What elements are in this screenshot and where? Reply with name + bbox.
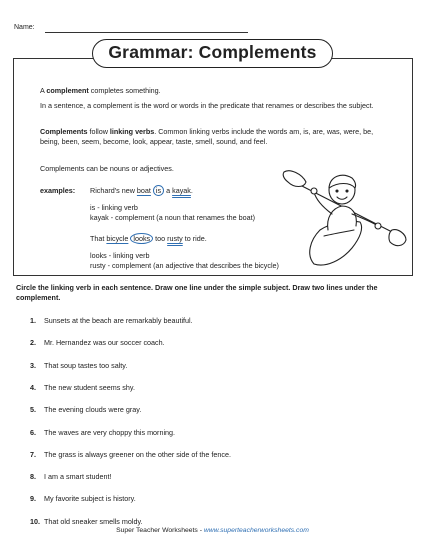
- term-complement: complement: [46, 86, 89, 95]
- exercise-number: 7.: [30, 449, 36, 459]
- exercise-number: 10.: [30, 516, 40, 526]
- term-complements: Complements: [40, 127, 88, 136]
- footer-url[interactable]: www.superteacherworksheets.com: [203, 527, 309, 534]
- term-linking-verbs: linking verbs: [109, 127, 155, 136]
- exercise-sentence[interactable]: I am a smart student!: [44, 472, 112, 482]
- footer-site: Super Teacher Worksheets -: [116, 527, 204, 534]
- name-label: Name:: [14, 24, 35, 31]
- exercise-number: 3.: [30, 360, 36, 370]
- exercise-sentence[interactable]: That old sneaker smells moldy.: [44, 516, 143, 526]
- page-title: Grammar: Complements: [92, 39, 333, 68]
- exercise-number: 4.: [30, 382, 36, 392]
- example-2-subject: bicycle: [106, 234, 129, 243]
- paddle-blade-left: [283, 171, 306, 187]
- example-2-sentence: That bicycle looks too rusty to ride.: [90, 234, 207, 243]
- exercise-number: 2.: [30, 338, 36, 348]
- exercise-number: 5.: [30, 405, 36, 415]
- exercise-sentence[interactable]: That soup tastes too salty.: [44, 360, 128, 370]
- exercise-sentence[interactable]: The new student seems shy.: [44, 382, 135, 392]
- example-1-note-verb: is - linking verb: [90, 203, 138, 212]
- instructions: Circle the linking verb in each sentence. Draw one line under the simple subject. Draw two lines under the complement.: [16, 283, 378, 303]
- example-2-note-verb: looks - linking verb: [90, 251, 150, 260]
- exercise-sentence[interactable]: The waves are very choppy this morning.: [44, 427, 176, 437]
- kayaker-illustration: [280, 160, 410, 270]
- kayaker-body: [328, 206, 357, 230]
- example-1-subject: boat: [136, 186, 151, 195]
- intro-paragraph-1: A complement completes something.: [40, 86, 161, 95]
- example-2-note-complement: rusty - complement (an adjective that describes the bicycle): [90, 261, 279, 270]
- exercise-number: 6.: [30, 427, 36, 437]
- example-2-complement: rusty: [167, 234, 183, 243]
- intro-paragraph-3: Complements follow linking verbs. Common linking verbs include the words am, is, are, was, were, be, being, been, seem, become, look, appear, taste, smell, sound, and feel.: [40, 127, 374, 147]
- exercise-sentence[interactable]: My favorite subject is history.: [44, 494, 136, 504]
- exercise-sentence[interactable]: The grass is always greener on the other side of the fence.: [44, 449, 231, 459]
- exercise-sentence[interactable]: Sunsets at the beach are remarkably beautiful.: [44, 316, 193, 325]
- exercise-number: 9.: [30, 494, 36, 504]
- exercise-number: 8.: [30, 472, 36, 482]
- intro-paragraph-2: In a sentence, a complement is the word or words in the predicate that renames or describes the subject.: [40, 101, 374, 110]
- example-1-sentence: Richard's new boat is a kayak.: [90, 186, 193, 195]
- exercise-sentence[interactable]: Mr. Hernandez was our soccer coach.: [44, 338, 165, 348]
- footer: [0, 527, 425, 534]
- exercise-number: 1.: [30, 316, 36, 325]
- kayaker-arm-left: [314, 192, 332, 214]
- intro-paragraph-4: Complements can be nouns or adjectives.: [40, 164, 174, 173]
- example-1-complement: kayak: [172, 186, 191, 195]
- paddle-blade-right: [389, 230, 406, 246]
- examples-label: examples:: [40, 186, 76, 195]
- name-blank-line[interactable]: [45, 32, 248, 33]
- example-1-verb: is: [153, 185, 164, 196]
- example-2-verb: looks: [130, 233, 153, 244]
- exercise-sentence[interactable]: The evening clouds were gray.: [44, 405, 142, 415]
- example-1-note-complement: kayak - complement (a noun that renames the boat): [90, 213, 256, 222]
